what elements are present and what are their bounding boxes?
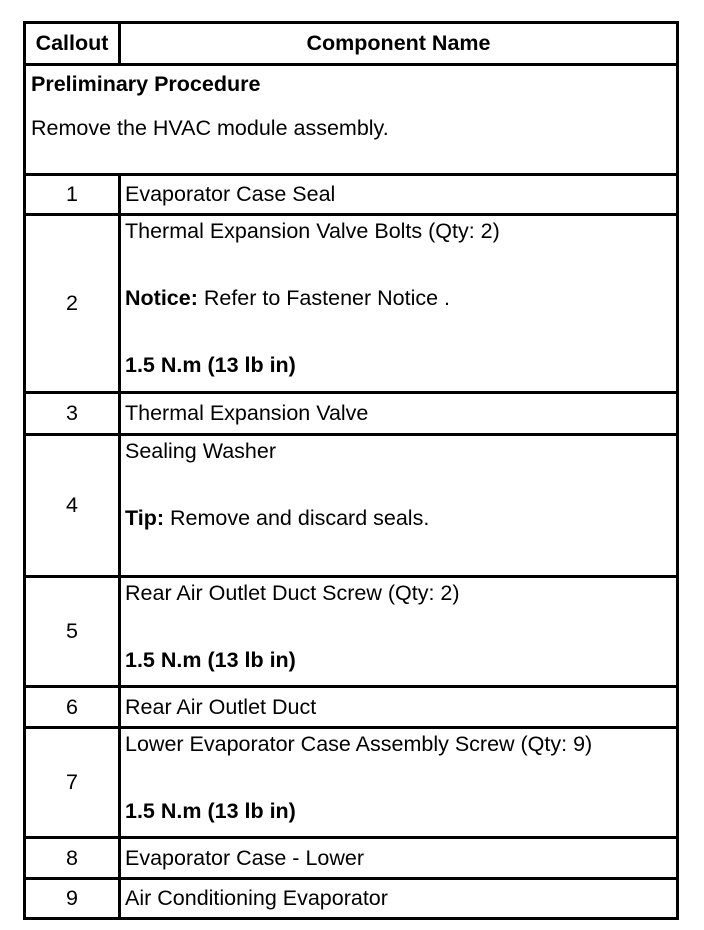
- table-row: [25, 879, 678, 919]
- callout-header: Callout: [25, 23, 120, 65]
- callout-number: 8: [25, 838, 120, 879]
- preliminary-row: [25, 65, 678, 175]
- callout-number: 2: [25, 215, 120, 393]
- callout-number: 5: [25, 577, 120, 687]
- table-row: [25, 215, 678, 393]
- torque-spec: 1.5 N.m (13 lb in): [125, 648, 296, 672]
- component-name: Rear Air Outlet Duct: [120, 687, 678, 728]
- callout-number: 7: [25, 728, 120, 838]
- tip-line: [125, 506, 676, 530]
- torque-spec: 1.5 N.m (13 lb in): [125, 353, 296, 377]
- tip-text: Remove and discard seals.: [164, 506, 430, 530]
- component-cell: [120, 435, 678, 577]
- component-name: Sealing Washer: [125, 439, 276, 463]
- component-cell: [120, 577, 678, 687]
- component-cell: [120, 728, 678, 838]
- notice-label: Notice:: [125, 286, 198, 310]
- table-row: [25, 838, 678, 879]
- table-row: [25, 435, 678, 577]
- component-name: Evaporator Case Seal: [120, 175, 678, 215]
- callout-number: 9: [25, 879, 120, 919]
- component-name: Evaporator Case - Lower: [120, 838, 678, 879]
- notice-text: Refer to Fastener Notice .: [197, 286, 451, 310]
- component-name: Rear Air Outlet Duct Screw (Qty: 2): [125, 581, 460, 605]
- notice-line: [125, 286, 676, 310]
- component-name-header: Component Name: [120, 23, 678, 65]
- component-name: Thermal Expansion Valve Bolts (Qty: 2): [125, 219, 500, 243]
- callout-number: 6: [25, 687, 120, 728]
- component-name: Thermal Expansion Valve: [120, 393, 678, 435]
- table-row: [25, 687, 678, 728]
- tip-label: Tip:: [125, 506, 165, 530]
- table-row: [25, 175, 678, 215]
- preliminary-title: Preliminary Procedure: [31, 72, 261, 96]
- table-row: [25, 728, 678, 838]
- component-name: Air Conditioning Evaporator: [120, 879, 678, 919]
- callout-number: 3: [25, 393, 120, 435]
- component-name: Lower Evaporator Case Assembly Screw (Qty: 9): [125, 732, 593, 756]
- table-row: [25, 393, 678, 435]
- component-table: [23, 21, 679, 920]
- callout-number: 1: [25, 175, 120, 215]
- preliminary-cell: [25, 65, 678, 175]
- component-cell: [120, 215, 678, 393]
- preliminary-text: Remove the HVAC module assembly.: [31, 116, 389, 140]
- table-row: [25, 577, 678, 687]
- header-row: [25, 23, 678, 65]
- torque-spec: 1.5 N.m (13 lb in): [125, 799, 296, 823]
- callout-number: 4: [25, 435, 120, 577]
